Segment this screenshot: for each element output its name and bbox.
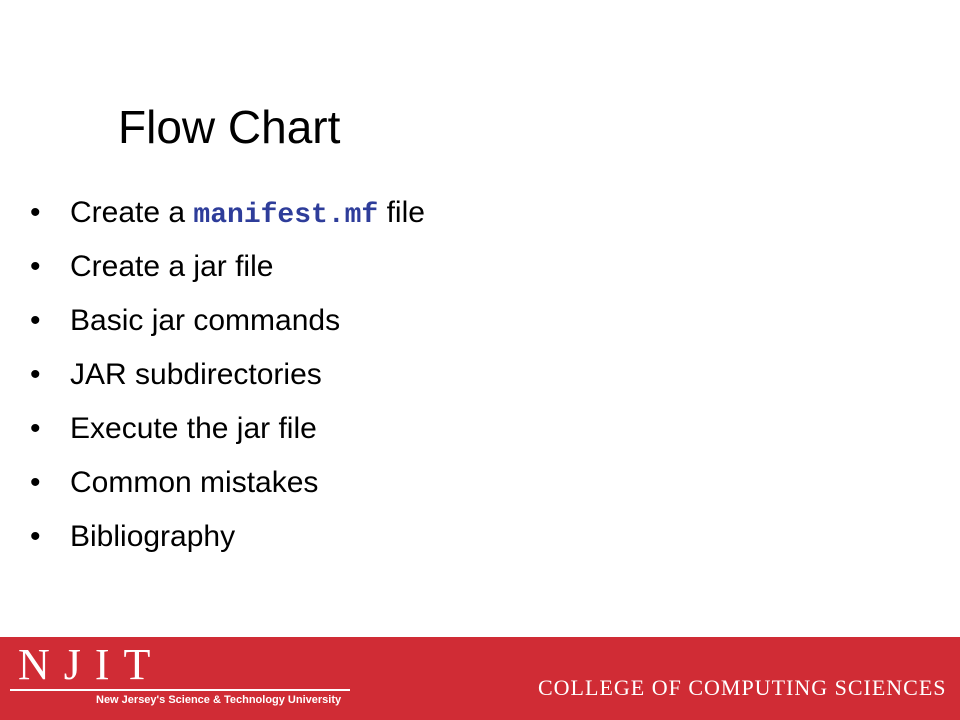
bullet-icon: •	[30, 520, 41, 553]
bullet-item	[30, 406, 425, 460]
bullet-item	[30, 190, 425, 244]
bullet-text: Bibliography	[70, 520, 236, 553]
bullet-text: Create a jar file	[70, 250, 274, 283]
bullet-icon: •	[30, 304, 41, 337]
bullet-item	[30, 298, 425, 352]
bullet-icon: •	[30, 466, 41, 499]
bullet-list	[30, 190, 425, 568]
bullet-icon: •	[30, 196, 41, 229]
bullet-icon: •	[30, 250, 41, 283]
manifest-code: manifest.mf	[193, 200, 379, 231]
college-name: COLLEGE OF COMPUTING SCIENCES	[538, 675, 947, 700]
logo-divider	[10, 689, 350, 691]
bullet-text: Execute the jar file	[70, 412, 317, 445]
njit-logo: NJIT	[18, 640, 165, 689]
logo-tagline: New Jersey's Science & Technology University	[96, 694, 342, 706]
bullet-text-post: file	[378, 196, 425, 229]
slide-title: Flow Chart	[118, 101, 341, 153]
bullet-text: JAR subdirectories	[70, 358, 322, 391]
bullet-item	[30, 352, 425, 406]
footer-banner	[0, 637, 960, 720]
bullet-text: Common mistakes	[70, 466, 319, 499]
bullet-item	[30, 244, 425, 298]
bullet-icon: •	[30, 412, 41, 445]
bullet-icon: •	[30, 358, 41, 391]
bullet-item	[30, 514, 425, 568]
bullet-text: Basic jar commands	[70, 304, 341, 337]
bullet-text-pre: Create a	[70, 196, 194, 229]
bullet-item	[30, 460, 425, 514]
